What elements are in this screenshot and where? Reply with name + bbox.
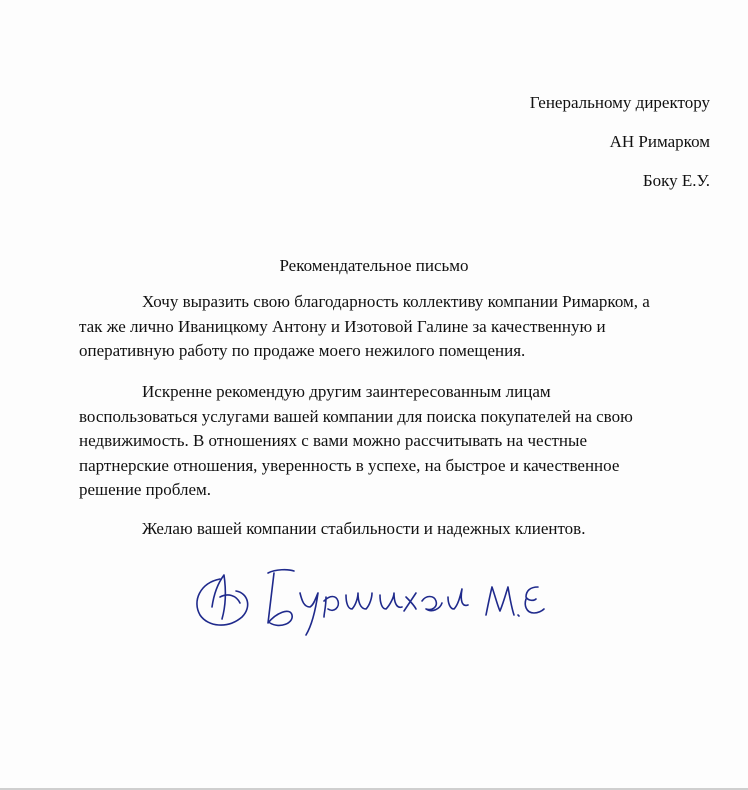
paragraph-gratitude	[79, 290, 719, 364]
paragraph-line: недвижимость. В отношениях с вами можно рассчитывать на честные	[79, 431, 587, 450]
addressee-company: АН Римарком	[609, 132, 710, 151]
paragraph-line: Желаю вашей компании стабильности и надежных клиентов.	[142, 519, 586, 538]
paragraph-wishes	[79, 517, 719, 542]
paragraph-line: воспользоваться услугами вашей компании для поиска покупателей на свою	[79, 406, 633, 426]
signature-drawing	[190, 557, 550, 637]
letter-title: Рекомендательное письмо	[279, 256, 469, 275]
paragraph-line: Искренне рекомендую другим заинтересованным лицам	[142, 382, 551, 401]
paragraph-line: оперативную работу по продаже моего нежилого помещения.	[79, 341, 526, 360]
handwritten-signature	[190, 557, 550, 637]
paragraph-line: решение проблем.	[79, 480, 212, 499]
paragraph-line: партнерские отношения, уверенность в успехе, на быстрое и качественное	[79, 455, 620, 475]
addressee-name: Боку Е.У.	[642, 171, 710, 190]
paragraph-recommendation	[79, 380, 719, 503]
paragraph-line: так же лично Иваницкому Антону и Изотовой Галине за качественную и	[79, 316, 606, 336]
paragraph-line: Хочу выразить свою благодарность коллективу компании Римарком, а	[142, 292, 650, 311]
addressee-position: Генеральному директору	[529, 93, 710, 112]
addressee-block	[530, 93, 710, 210]
